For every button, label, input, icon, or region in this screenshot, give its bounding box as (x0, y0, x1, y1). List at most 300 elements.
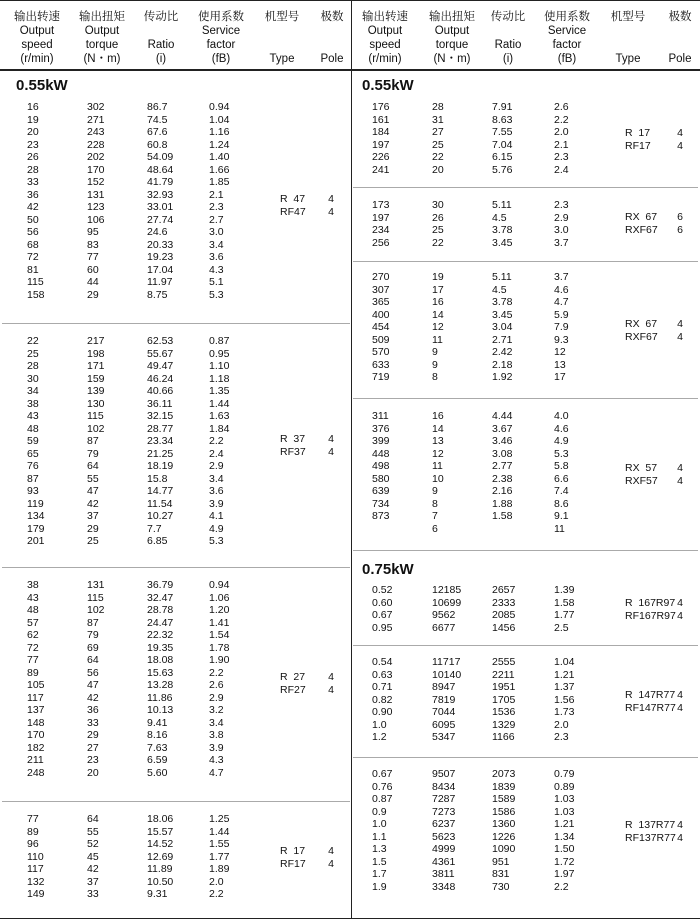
left-group-0-cell: 72 (27, 251, 39, 263)
left-group-0-cell: 123 (87, 201, 105, 213)
left-group-1-cell: 42 (87, 497, 99, 510)
right-group-2-cell: 9 (432, 358, 438, 371)
left-group-3-cell: 55 (87, 825, 99, 838)
left-group-0-cell: 20.33 (147, 238, 174, 251)
left-group-2-cell: 28.78 (147, 604, 174, 616)
right-group-6-cell: 0.67 (372, 768, 393, 780)
left-group-separator (2, 323, 350, 324)
left-group-0-cell: 42 (27, 201, 39, 213)
right-group-1-cell: 3.45 (492, 236, 513, 249)
left-group-1-cell: 28.77 (147, 422, 174, 435)
right-group-3-cell: 2.38 (492, 472, 513, 485)
header-left-col-3 (190, 10, 252, 66)
right-group-3-pole: 4 (677, 474, 683, 487)
right-group-6-cell: 4999 (432, 843, 456, 855)
left-group-0-cell: 243 (87, 126, 105, 138)
left-group-2-type: RF27 (280, 683, 306, 696)
left-group-1-pole: 4 (328, 445, 334, 458)
right-group-1-type: RXF67 (625, 223, 658, 236)
left-group-3-cell: 33 (87, 888, 99, 900)
right-group-3-cell: 4.9 (554, 435, 569, 447)
header-en-label: torque (85, 39, 119, 51)
left-group-0-cell: 17.04 (147, 263, 174, 276)
right-group-1-cell: 234 (372, 224, 390, 236)
left-group-3-type: RF17 (280, 857, 306, 870)
left-group-0-cell: 56 (27, 226, 39, 238)
left-group-1-cell: 34 (27, 385, 39, 397)
left-group-1-cell: 18.19 (147, 460, 174, 472)
right-group-3-cell: 3.08 (492, 447, 513, 460)
right-group-0-cell: 31 (432, 113, 444, 126)
header-en-label: Ratio (147, 39, 175, 51)
right-group-3-cell: 7 (432, 510, 438, 522)
right-group-3-cell: 7.4 (554, 485, 569, 497)
right-group-4-cell: 0.67 (372, 609, 393, 621)
right-group-6-pole: 4 (677, 819, 683, 831)
right-power-label-a: 0.55kW (362, 77, 414, 94)
right-group-0-cell: 226 (372, 151, 390, 163)
right-group-2-cell: 570 (372, 346, 390, 358)
right-group-4-cell: 9562 (432, 609, 456, 621)
left-group-1-cell: 1.44 (209, 397, 230, 410)
left-group-1-cell: 55.67 (147, 347, 174, 360)
left-group-2-cell: 19.35 (147, 641, 174, 654)
right-group-6-cell: 2073 (492, 768, 516, 780)
left-group-2-cell: 29 (87, 729, 99, 741)
left-group-1-cell: 37 (87, 510, 99, 522)
left-group-0-cell: 106 (87, 213, 105, 226)
left-group-1-cell: 87 (87, 435, 99, 447)
right-group-0-cell: 197 (372, 138, 390, 151)
right-group-6-cell: 1360 (492, 818, 516, 830)
center-divider (351, 0, 352, 919)
left-group-0-type: R 47 (280, 193, 306, 205)
left-power-label: 0.55kW (16, 77, 68, 94)
right-group-0-cell: 28 (432, 101, 444, 113)
right-group-4-pole: 4 (677, 597, 683, 609)
left-group-1-cell: 198 (87, 347, 105, 360)
left-group-3-cell: 11.89 (147, 863, 173, 875)
right-group-4-cell: 1456 (492, 621, 516, 634)
right-group-6-cell: 1589 (492, 793, 516, 805)
right-group-1-pole: 6 (677, 211, 683, 223)
right-group-5-cell: 1.37 (554, 681, 575, 693)
left-group-1-cell: 1.84 (209, 422, 230, 435)
left-group-1-cell: 21.25 (147, 447, 174, 460)
header-en-label (660, 38, 700, 52)
right-group-2-cell: 5.11 (492, 271, 512, 283)
left-group-0-cell: 19 (27, 113, 39, 126)
header-en-label (312, 38, 352, 52)
left-group-2-cell: 4.7 (209, 766, 224, 779)
left-group-0-cell: 68 (27, 238, 39, 251)
right-group-3-cell: 639 (372, 485, 390, 497)
header-cn-label: 使用系数 (544, 11, 590, 23)
right-group-2-cell: 5.9 (554, 308, 569, 321)
left-group-2-cell: 137 (27, 704, 45, 716)
left-group-2-cell: 15.63 (147, 666, 174, 679)
right-group-6-cell: 6237 (432, 818, 456, 830)
right-group-1-cell: 26 (432, 211, 444, 224)
left-group-2-cell: 38 (27, 579, 39, 591)
right-group-5-cell: 7819 (432, 693, 456, 706)
left-group-2-cell: 18.08 (147, 654, 174, 666)
right-group-6-cell: 1090 (492, 843, 516, 855)
right-group-2-cell: 9 (432, 346, 438, 358)
right-group-4-cell: 0.95 (372, 621, 393, 634)
right-group-6-type: R 137R77 (625, 819, 676, 831)
right-group-6-cell: 1.9 (372, 880, 387, 893)
right-group-5-cell: 2.0 (554, 718, 569, 731)
right-group-3-pole: 4 (677, 462, 683, 474)
right-group-3-cell: 4.44 (492, 410, 513, 422)
right-group-0-pole: 4 (677, 139, 683, 152)
header-en-label (132, 24, 190, 38)
left-group-2-cell: 36.79 (147, 579, 174, 591)
left-group-0-cell: 24.6 (147, 226, 168, 238)
right-group-6-cell: 1.0 (372, 818, 387, 830)
left-group-3-cell: 96 (27, 838, 39, 850)
left-group-2-cell: 0.94 (209, 579, 230, 591)
right-group-5-cell: 2211 (492, 668, 515, 681)
right-group-1-cell: 2.3 (554, 199, 569, 211)
right-group-6-cell: 0.87 (372, 793, 393, 805)
header-en-label: Output (367, 25, 403, 37)
right-group-5-cell: 0.90 (372, 706, 393, 718)
left-group-3-cell: 117 (27, 863, 44, 875)
right-group-5-cell: 0.54 (372, 656, 393, 668)
left-group-0-cell: 54.09 (147, 151, 174, 163)
right-group-4-pole: 4 (677, 609, 683, 622)
left-group-2-cell: 33 (87, 716, 99, 729)
right-group-6-cell: 2.2 (554, 880, 569, 893)
right-group-2-pole: 4 (677, 318, 683, 330)
left-group-0-cell: 228 (87, 138, 105, 151)
left-group-2-cell: 36 (87, 704, 99, 716)
right-group-4-cell: 10699 (432, 596, 462, 609)
header-en-label: (r/min) (20, 53, 54, 65)
right-group-6-cell: 0.76 (372, 780, 393, 793)
right-group-3-cell: 4.6 (554, 422, 569, 435)
left-group-2-cell: 20 (87, 766, 99, 779)
left-group-3-cell: 64 (87, 813, 99, 825)
right-group-0-cell: 7.91 (492, 101, 513, 113)
header-right-col-1 (420, 10, 484, 66)
left-group-1-cell: 23.34 (147, 435, 174, 447)
right-group-5-cell: 1.21 (554, 668, 575, 681)
right-group-5-cell: 1329 (492, 718, 516, 731)
left-group-3-type: R 17 (280, 845, 306, 857)
left-group-0-cell: 5.3 (209, 288, 224, 301)
left-group-separator (2, 567, 350, 568)
right-group-5-cell: 1951 (492, 681, 516, 693)
header-en-label: Output (84, 25, 120, 37)
left-group-0-cell: 67.6 (147, 126, 168, 138)
right-group-5-cell: 1.56 (554, 693, 575, 706)
left-group-0-cell: 3.6 (209, 251, 224, 263)
right-group-4-cell: 12185 (432, 584, 462, 596)
left-group-2-cell: 4.3 (209, 754, 224, 766)
header-right-col-4 (598, 10, 658, 66)
left-group-1-cell: 159 (87, 372, 105, 385)
header-en-label: (r/min) (368, 53, 402, 65)
right-group-6-cell: 730 (492, 880, 510, 893)
header-en-label: (i) (502, 53, 514, 65)
right-group-separator (353, 187, 698, 188)
right-group-6-cell: 1.03 (554, 805, 575, 818)
right-group-0-cell: 27 (432, 126, 444, 138)
right-group-2-cell: 2.71 (492, 333, 513, 346)
right-group-6-cell: 9507 (432, 768, 456, 780)
left-group-2-cell: 1.54 (209, 629, 230, 641)
right-group-2-cell: 14 (432, 308, 444, 321)
left-group-2-cell: 182 (27, 741, 45, 754)
left-group-1-cell: 119 (27, 497, 44, 510)
right-group-3-cell: 498 (372, 460, 390, 472)
right-group-2-type: RXF67 (625, 330, 658, 343)
left-group-2-cell: 211 (27, 754, 44, 766)
left-group-2-cell: 89 (27, 666, 39, 679)
header-en-label (312, 24, 352, 38)
right-group-1-cell: 2.9 (554, 211, 569, 224)
right-group-5-type: RF147R77 (625, 701, 676, 714)
left-group-0-cell: 0.94 (209, 101, 230, 113)
right-group-3-cell: 6 (432, 522, 438, 535)
right-group-0-cell: 241 (372, 163, 390, 176)
right-power-label-b: 0.75kW (362, 561, 414, 578)
right-group-2-cell: 7.9 (554, 321, 569, 333)
left-group-2-cell: 8.16 (147, 729, 168, 741)
right-group-3-cell: 4.0 (554, 410, 569, 422)
left-group-2-cell: 56 (87, 666, 99, 679)
left-group-1-cell: 7.7 (147, 522, 162, 535)
header-en-label: factor (552, 39, 582, 51)
header-cn-label: 机型号 (264, 11, 300, 23)
right-group-separator (353, 757, 698, 758)
left-group-2-cell: 5.60 (147, 766, 168, 779)
right-group-5-cell: 7044 (432, 706, 456, 718)
right-group-6-cell: 1.50 (554, 843, 575, 855)
right-group-2-cell: 719 (372, 371, 390, 383)
right-group-2-cell: 3.78 (492, 296, 513, 308)
header-right-col-3 (536, 10, 598, 66)
left-group-1-cell: 36.11 (147, 397, 173, 410)
left-group-2-cell: 3.2 (209, 704, 224, 716)
left-group-0-cell: 1.85 (209, 176, 230, 188)
left-group-1-cell: 48 (27, 422, 39, 435)
left-group-0-cell: 8.75 (147, 288, 168, 301)
left-group-1-cell: 40.66 (147, 385, 174, 397)
left-group-2-type: R 27 (280, 671, 306, 683)
left-group-3-cell: 45 (87, 850, 99, 863)
left-group-1-cell: 47 (87, 485, 99, 497)
header-rule (0, 69, 700, 71)
left-group-0-cell: 3.4 (209, 238, 224, 251)
left-group-2-cell: 6.59 (147, 754, 168, 766)
left-group-1-cell: 55 (87, 472, 99, 485)
right-group-6-cell: 1.03 (554, 793, 575, 805)
left-group-1-pole: 4 (328, 433, 334, 445)
right-group-4-cell: 1.39 (554, 584, 575, 596)
right-group-2-cell: 3.7 (554, 271, 569, 283)
bottom-border (0, 918, 700, 919)
right-group-6-cell: 1.72 (554, 855, 575, 868)
left-group-1-cell: 4.9 (209, 522, 224, 535)
right-group-2-cell: 2.42 (492, 346, 513, 358)
left-group-1-cell: 79 (87, 447, 99, 460)
right-group-5-pole: 4 (677, 701, 683, 714)
right-group-0-cell: 5.76 (492, 163, 513, 176)
left-group-1-cell: 115 (87, 410, 104, 422)
right-group-6-cell: 0.89 (554, 780, 575, 793)
left-group-0-cell: 170 (87, 163, 105, 176)
header-en-label: (i) (155, 53, 167, 65)
header-en-label (660, 24, 700, 38)
left-group-2-cell: 11.86 (147, 691, 173, 704)
left-group-0-cell: 23 (27, 138, 39, 151)
right-group-separator (353, 645, 698, 646)
left-group-2-cell: 3.4 (209, 716, 224, 729)
right-group-5-cell: 1.04 (554, 656, 575, 668)
right-group-3-cell: 2.77 (492, 460, 513, 472)
left-group-1-cell: 29 (87, 522, 99, 535)
left-group-3-cell: 110 (27, 850, 44, 863)
left-group-3-cell: 132 (27, 875, 45, 888)
right-group-4-cell: 2085 (492, 609, 516, 621)
right-group-2-cell: 3.04 (492, 321, 513, 333)
left-group-0-cell: 50 (27, 213, 39, 226)
right-group-0-cell: 25 (432, 138, 444, 151)
right-group-6-cell: 831 (492, 868, 510, 880)
left-group-2-cell: 2.9 (209, 691, 224, 704)
left-group-0-cell: 19.23 (147, 251, 174, 263)
left-group-0-cell: 95 (87, 226, 99, 238)
left-group-2-cell: 105 (27, 679, 45, 691)
left-group-1-cell: 87 (27, 472, 39, 485)
left-group-2-cell: 148 (27, 716, 45, 729)
header-en-label: Type (615, 53, 641, 65)
header-en-label: speed (369, 39, 401, 51)
right-group-3-cell: 399 (372, 435, 390, 447)
left-group-0-pole: 4 (328, 193, 334, 205)
left-group-0-cell: 1.66 (209, 163, 230, 176)
left-group-0-cell: 1.16 (209, 126, 230, 138)
left-group-3-cell: 18.06 (147, 813, 174, 825)
left-group-0-cell: 77 (87, 251, 99, 263)
header-left-col-1 (70, 10, 134, 66)
right-group-6-cell: 4361 (432, 855, 456, 868)
left-group-2-cell: 131 (87, 579, 105, 591)
header-en-label: (fB) (557, 53, 577, 65)
left-group-2-cell: 32.47 (147, 591, 174, 604)
right-group-4-cell: 1.58 (554, 596, 575, 609)
right-group-1-cell: 3.7 (554, 236, 569, 249)
left-group-1-cell: 76 (27, 460, 39, 472)
right-group-0-cell: 2.2 (554, 113, 569, 126)
left-group-0-cell: 1.04 (209, 113, 230, 126)
right-group-4-cell: 2657 (492, 584, 516, 596)
left-group-1-cell: 1.10 (209, 360, 230, 372)
right-group-0-pole: 4 (677, 127, 683, 139)
header-en-label: Service (201, 25, 241, 37)
header-cn-label: 输出扭矩 (79, 11, 125, 23)
right-group-3-cell: 873 (372, 510, 390, 522)
right-group-5-cell: 0.82 (372, 693, 393, 706)
right-group-3-cell: 6.6 (554, 472, 569, 485)
left-group-3-cell: 2.0 (209, 875, 224, 888)
left-group-1-cell: 65 (27, 447, 39, 460)
left-group-2-cell: 10.13 (147, 704, 174, 716)
left-group-1-cell: 25 (27, 347, 39, 360)
right-group-5-cell: 1166 (492, 731, 515, 743)
right-group-2-cell: 365 (372, 296, 390, 308)
right-group-6-cell: 5623 (432, 830, 456, 843)
left-group-0-cell: 1.24 (209, 138, 230, 151)
left-group-2-cell: 48 (27, 604, 39, 616)
right-group-2-cell: 307 (372, 283, 390, 296)
right-group-6-cell: 1226 (492, 830, 516, 843)
left-group-1-cell: 43 (27, 410, 39, 422)
right-group-6-cell: 1.1 (372, 830, 387, 843)
left-group-2-cell: 43 (27, 591, 39, 604)
left-group-0-cell: 74.5 (147, 113, 168, 126)
left-group-2-cell: 79 (87, 629, 99, 641)
right-group-0-cell: 2.6 (554, 101, 569, 113)
left-group-0-cell: 81 (27, 263, 39, 276)
right-group-3-type: RXF57 (625, 474, 658, 487)
header-cn-label: 极数 (320, 11, 344, 23)
left-group-2-cell: 102 (87, 604, 105, 616)
left-group-1-cell: 217 (87, 335, 105, 347)
left-group-1-cell: 22 (27, 335, 39, 347)
left-group-1-cell: 102 (87, 422, 105, 435)
right-group-5-cell: 8947 (432, 681, 456, 693)
right-group-0-cell: 184 (372, 126, 390, 138)
right-group-0-cell: 161 (372, 113, 390, 126)
right-group-2-cell: 9.3 (554, 333, 569, 346)
right-group-0-cell: 2.1 (554, 138, 569, 151)
left-group-3-cell: 10.50 (147, 875, 174, 888)
header-left-col-0 (6, 10, 68, 66)
left-group-2-cell: 87 (87, 616, 99, 629)
right-group-separator (353, 398, 698, 399)
header-en-label: (N・m) (83, 53, 121, 65)
right-group-4-cell: 0.60 (372, 596, 393, 609)
right-group-3-cell: 14 (432, 422, 444, 435)
right-group-3-cell: 8 (432, 497, 438, 510)
right-group-6-cell: 1.3 (372, 843, 387, 855)
left-group-0-pole: 4 (328, 205, 334, 218)
right-group-3-cell: 8.6 (554, 497, 569, 510)
right-group-3-cell: 12 (432, 447, 444, 460)
right-group-2-cell: 400 (372, 308, 390, 321)
right-group-3-cell: 734 (372, 497, 390, 510)
left-group-1-cell: 179 (27, 522, 45, 535)
right-group-5-cell: 2.3 (554, 731, 569, 743)
right-group-2-cell: 1.92 (492, 371, 513, 383)
right-group-0-cell: 8.63 (492, 113, 513, 126)
right-group-5-cell: 0.63 (372, 668, 393, 681)
left-group-0-cell: 44 (87, 276, 99, 288)
left-group-2-cell: 1.06 (209, 591, 230, 604)
right-group-6-cell: 7287 (432, 793, 456, 805)
left-group-3-pole: 4 (328, 845, 334, 857)
left-group-0-cell: 2.3 (209, 201, 224, 213)
right-group-2-cell: 633 (372, 358, 390, 371)
right-group-6-pole: 4 (677, 831, 683, 844)
left-group-0-cell: 29 (87, 288, 99, 301)
left-group-3-pole: 4 (328, 857, 334, 870)
